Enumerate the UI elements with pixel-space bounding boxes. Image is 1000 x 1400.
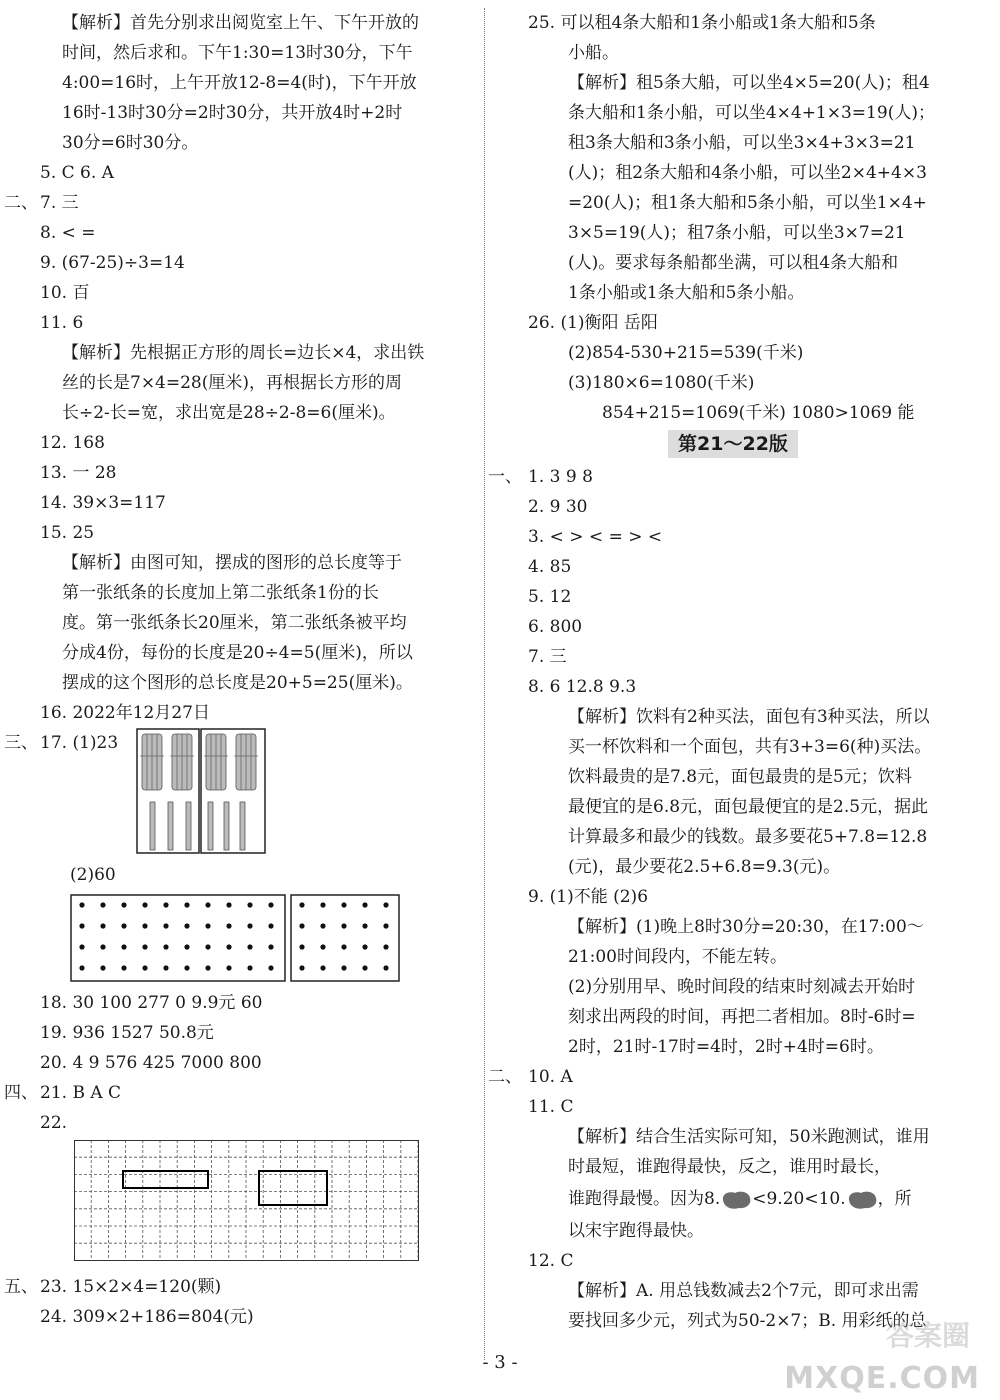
dot xyxy=(268,944,273,949)
answer-13: 13. 一 28 xyxy=(40,463,117,483)
dot-array-diagram xyxy=(70,894,402,984)
section-marker: 五、 xyxy=(4,1277,38,1297)
answer-r7: 7. 三 xyxy=(528,647,567,667)
analysis-line: 4:00=16时，上午开放12-8=4(时)，下午开放 xyxy=(62,73,417,93)
dot xyxy=(362,902,367,907)
answer-24: 24. 309×2+186=804(元) xyxy=(40,1307,254,1327)
analysis-line: 21:00时间段内，不能左转。 xyxy=(568,947,787,967)
analysis-line: 【解析】(1)晚上8时30分=20:30，在17:00～ xyxy=(568,917,924,937)
dot xyxy=(362,923,367,928)
analysis-line: 【解析】首先分别求出阅览室上午、下午开放的 xyxy=(62,13,419,33)
dot xyxy=(383,902,388,907)
answer-line: 小船。 xyxy=(568,43,619,63)
analysis-line: 以宋宇跑得最快。 xyxy=(568,1221,704,1241)
dot xyxy=(121,944,126,949)
answer-8: 8. < = xyxy=(40,223,96,243)
analysis-text: <9.20<10. xyxy=(752,1189,846,1209)
answer-5-6: 5. C 6. A xyxy=(40,163,114,183)
analysis-line: 要找回多少元，列式为50-2×7；B. 用彩纸的总 xyxy=(568,1311,927,1331)
analysis-line: 1条小船或1条大船和5条小船。 xyxy=(568,283,805,303)
answer-r12: 12. C xyxy=(528,1251,574,1271)
answer-r6: 6. 800 xyxy=(528,617,583,637)
dot xyxy=(247,923,252,928)
dot xyxy=(142,902,147,907)
answer-r5: 5. 12 xyxy=(528,587,572,607)
sticks-figure xyxy=(136,728,464,836)
ink-blot-icon xyxy=(846,1189,878,1211)
answer-text: 23. 15×2×4=120(颗) xyxy=(40,1277,222,1297)
dot xyxy=(121,965,126,970)
analysis-line: 【解析】A. 用总钱数减去2个7元，即可求出需 xyxy=(568,1281,919,1301)
dot xyxy=(226,902,231,907)
analysis-line: 最便宜的是6.8元，面包最便宜的是2.5元，据此 xyxy=(568,797,929,817)
dot xyxy=(341,965,346,970)
dot xyxy=(247,944,252,949)
answer-20: 20. 4 9 576 425 7000 800 xyxy=(40,1053,262,1073)
analysis-line: 计算最多和最少的钱数。最多要花5+7.8=12.8 xyxy=(568,827,928,847)
dot xyxy=(268,923,273,928)
dot xyxy=(320,902,325,907)
dot xyxy=(79,965,84,970)
analysis-line: 摆成的这个图形的总长度是20+5=25(厘米)。 xyxy=(62,673,413,693)
answer-9: 9. (67-25)÷3=14 xyxy=(40,253,185,273)
dot xyxy=(268,902,273,907)
analysis-line: (2)分别用早、晚时间段的结束时刻减去开始时 xyxy=(568,977,916,997)
answer-7 xyxy=(4,188,464,218)
dot xyxy=(383,923,388,928)
page-number: - 3 - xyxy=(482,1352,518,1373)
analysis-line: 第一张纸条的长度加上第二张纸条1份的长 xyxy=(62,583,379,603)
analysis-text: ，所 xyxy=(877,1189,912,1209)
dot xyxy=(205,923,210,928)
left-column xyxy=(4,8,464,1332)
analysis-line: 【解析】结合生活实际可知，50米跑测试，谁用 xyxy=(568,1127,930,1147)
dot xyxy=(79,944,84,949)
analysis-line: 租3条大船和3条小船，可以坐3×4+3×3=21 xyxy=(568,133,916,153)
answer-18: 18. 30 100 277 0 9.9元 60 xyxy=(40,993,263,1013)
section-marker: 二、 xyxy=(488,1067,522,1087)
analysis-line: (人)。要求每条船都坐满，可以租4条大船和 xyxy=(568,253,899,273)
analysis-line: 时间，然后求和。下午1:30=13时30分，下午 xyxy=(62,43,413,63)
dot xyxy=(362,965,367,970)
analysis-line-with-inkblots xyxy=(510,1182,950,1216)
answer-15: 15. 25 xyxy=(40,523,95,543)
analysis-line: 30分=6时30分。 xyxy=(62,133,199,153)
answer-r1 xyxy=(488,462,950,492)
section-marker: 四、 xyxy=(4,1083,38,1103)
dot xyxy=(362,944,367,949)
analysis-line: =20(人)；租1条大船和5条小船，可以坐1×4+ xyxy=(568,193,927,213)
answer-19: 19. 936 1527 50.8元 xyxy=(40,1023,214,1043)
analysis-line: (元)，最少要花2.5+6.8=9.3(元)。 xyxy=(568,857,841,877)
dot xyxy=(142,944,147,949)
analysis-line: 买一杯饮料和一个面包，共有3+3=6(种)买法。 xyxy=(568,737,932,757)
dot xyxy=(383,965,388,970)
answer-line: 854+215=1069(千米) 1080>1069 能 xyxy=(602,403,915,423)
analysis-line: 【解析】由图可知，摆成的图形的总长度等于 xyxy=(62,553,402,573)
answer-text: 21. B A C xyxy=(40,1083,122,1103)
dot xyxy=(247,965,252,970)
dot xyxy=(226,944,231,949)
dot xyxy=(299,965,304,970)
answer-text: 17. (1)23 xyxy=(40,733,119,753)
answer-22: 22. xyxy=(40,1113,68,1133)
dot xyxy=(205,965,210,970)
dot xyxy=(100,944,105,949)
dot xyxy=(79,923,84,928)
dot xyxy=(320,965,325,970)
answer-r4: 4. 85 xyxy=(528,557,572,577)
dot xyxy=(163,965,168,970)
dot xyxy=(100,923,105,928)
edition-banner-row xyxy=(510,428,950,462)
answer-r2: 2. 9 30 xyxy=(528,497,588,517)
answer-26: 26. (1)衡阳 岳阳 xyxy=(528,313,658,333)
dot xyxy=(163,923,168,928)
section-marker: 一、 xyxy=(488,467,522,487)
dot xyxy=(121,923,126,928)
analysis-line: 2时，21时-17时=4时，2时+4时=6时。 xyxy=(568,1037,884,1057)
answer-text: 1. 3 9 8 xyxy=(528,467,593,487)
answer-r11: 11. C xyxy=(528,1097,574,1117)
watermark-logo: 答案圈 xyxy=(885,1319,970,1352)
dot xyxy=(142,965,147,970)
dot xyxy=(79,902,84,907)
section-marker: 二、 xyxy=(4,193,38,213)
dot xyxy=(320,944,325,949)
analysis-line: 长÷2-长=宽，求出宽是28÷2-8=6(厘米)。 xyxy=(62,403,396,423)
dot xyxy=(184,944,189,949)
dot xyxy=(100,902,105,907)
answer-line: (2)854-530+215=539(千米) xyxy=(568,343,804,363)
watermark: MXQE.COM xyxy=(784,1361,980,1396)
dot xyxy=(184,902,189,907)
dot xyxy=(100,965,105,970)
answer-r9: 9. (1)不能 (2)6 xyxy=(528,887,649,907)
answer-11: 11. 6 xyxy=(40,313,84,333)
answer-21 xyxy=(4,1078,464,1108)
answer-23 xyxy=(4,1272,464,1302)
answer-r3: 3. < > < = > < xyxy=(528,527,663,547)
answer-12: 12. 168 xyxy=(40,433,105,453)
dot xyxy=(299,902,304,907)
dot xyxy=(226,965,231,970)
dot xyxy=(184,923,189,928)
analysis-line: 丝的长是7×4=28(厘米)，再根据长方形的周 xyxy=(62,373,403,393)
answer-17-part2: (2)60 xyxy=(70,865,116,885)
dot xyxy=(184,965,189,970)
answer-r10 xyxy=(488,1062,950,1092)
dot xyxy=(299,944,304,949)
analysis-text: 谁跑得最慢。因为8. xyxy=(568,1189,721,1209)
answer-14: 14. 39×3=117 xyxy=(40,493,166,513)
analysis-line: 分成4份，每份的长度是20÷4=5(厘米)，所以 xyxy=(62,643,413,663)
dot xyxy=(163,902,168,907)
analysis-line: 时最短，谁跑得最快，反之，谁用时最长， xyxy=(568,1157,891,1177)
answer-25: 25. 可以租4条大船和1条小船或1条大船和5条 xyxy=(528,13,876,33)
analysis-line: 条大船和1条小船，可以坐4×4+1×3=19(人)； xyxy=(568,103,935,123)
dots-figure xyxy=(70,894,464,988)
dot xyxy=(341,902,346,907)
analysis-line: (人)；租2条大船和4条小船，可以坐2×4+4×3 xyxy=(568,163,927,183)
analysis-line: 饮料最贵的是7.8元，面包最贵的是5元；饮料 xyxy=(568,767,912,787)
section-marker: 三、 xyxy=(4,733,38,753)
dot xyxy=(383,944,388,949)
answer-10: 10. 百 xyxy=(40,283,90,303)
edition-banner: 第21～22版 xyxy=(668,430,798,458)
analysis-line: 【解析】饮料有2种买法，面包有3种买法，所以 xyxy=(568,707,930,727)
analysis-line: 【解析】租5条大船，可以坐4×5=20(人)；租4 xyxy=(568,73,930,93)
dot xyxy=(205,944,210,949)
answer-text: 7. 三 xyxy=(40,193,79,213)
analysis-line: 16时-13时30分=2时30分，共开放4时+2时 xyxy=(62,103,403,123)
dot xyxy=(121,902,126,907)
dot xyxy=(268,965,273,970)
analysis-line: 度。第一张纸条长20厘米，第二张纸条被平均 xyxy=(62,613,407,633)
dot xyxy=(299,923,304,928)
right-column xyxy=(488,8,950,1336)
analysis-line: 3×5=19(人)；租7条小船，可以坐3×7=21 xyxy=(568,223,906,243)
dot xyxy=(341,944,346,949)
dot xyxy=(320,923,325,928)
dot xyxy=(341,923,346,928)
dot xyxy=(247,902,252,907)
analysis-line: 【解析】先根据正方形的周长=边长×4，求出铁 xyxy=(62,343,425,363)
answer-r8: 8. 6 12.8 9.3 xyxy=(528,677,637,697)
grid-figure xyxy=(74,1140,464,1272)
dot xyxy=(226,923,231,928)
column-divider xyxy=(484,8,485,1360)
dot xyxy=(142,923,147,928)
answer-16: 16. 2022年12月27日 xyxy=(40,703,210,723)
ink-blot-icon xyxy=(720,1189,752,1211)
answer-text: 10. A xyxy=(528,1067,573,1087)
bundle-sticks-diagram xyxy=(136,728,266,856)
dot xyxy=(163,944,168,949)
analysis-line: 刻求出两段的时间，再把二者相加。8时-6时= xyxy=(568,1007,916,1027)
dot xyxy=(205,902,210,907)
answer-line: (3)180×6=1080(千米) xyxy=(568,373,755,393)
square-grid-diagram xyxy=(74,1140,420,1262)
